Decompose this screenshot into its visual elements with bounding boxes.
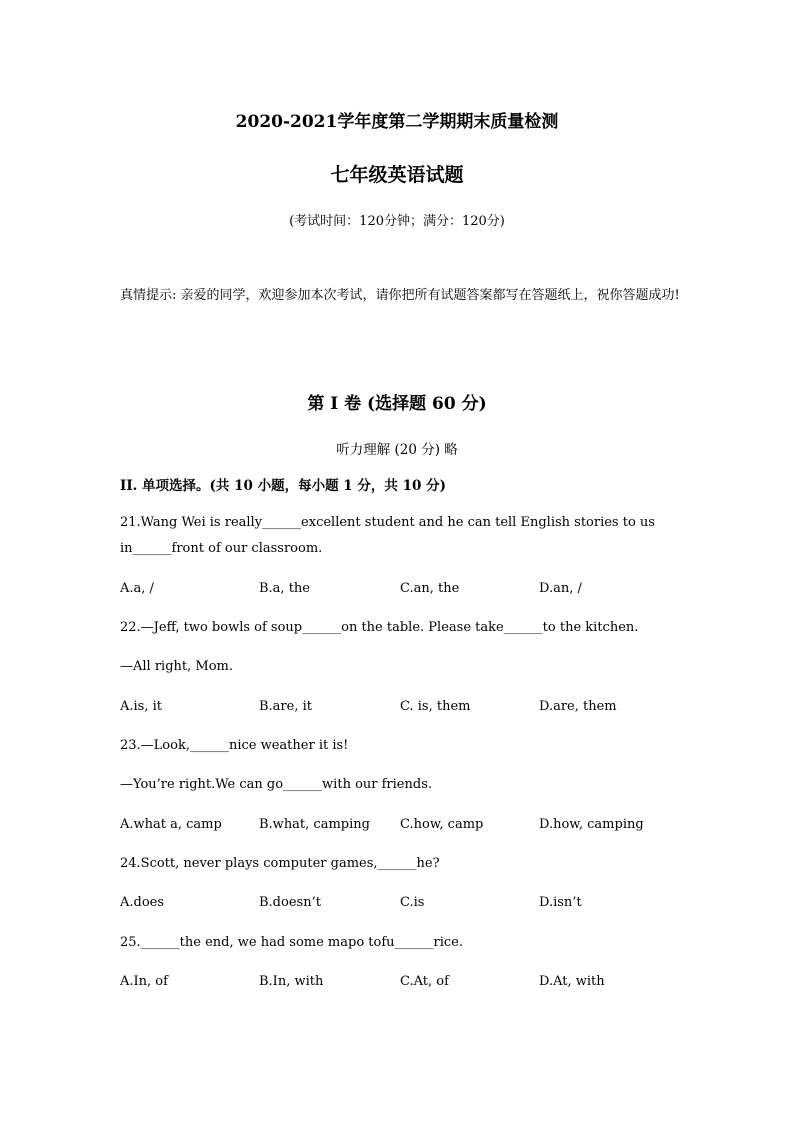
option-c: C.an, the — [400, 581, 460, 596]
option-c: C.At, of — [400, 974, 449, 989]
option-d: D.are, them — [539, 699, 617, 714]
exam-title: 2020-2021学年度第二学期期末质量检测 — [235, 112, 559, 132]
exam-info: (考试时间：120分钟；满分：120分) — [289, 214, 505, 229]
option-b: B.are, it — [259, 699, 312, 714]
option-d: D.At, with — [539, 974, 605, 989]
option-d: D.isn’t — [539, 895, 582, 910]
option-a: A.In, of — [120, 974, 168, 989]
option-a: A.is, it — [120, 699, 162, 714]
question-23-stem: 23.—Look,______nice weather it is! — [120, 738, 349, 753]
question-22-stem: 22.—Jeff, two bowls of soup______on the table. Please take______to the kitchen. — [120, 620, 639, 635]
exam-subtitle: 七年级英语试题 — [330, 164, 464, 186]
section-title: 第 I 卷 (选择题 60 分) — [307, 394, 487, 414]
option-c: C. is, them — [400, 699, 471, 714]
option-a: A.does — [120, 895, 165, 910]
question-25-stem: 25.______the end, we had some mapo tofu______rice. — [120, 935, 464, 950]
listening-note: 听力理解 (20 分) 略 — [336, 442, 458, 458]
option-b: B.In, with — [259, 974, 324, 989]
option-d: D.an, / — [539, 581, 582, 596]
option-c: C.is — [400, 895, 425, 910]
option-b: B.a, the — [259, 581, 310, 596]
option-a: A.a, / — [120, 581, 154, 596]
question-23-reply: —You’re right.We can go______with our friends. — [120, 777, 432, 792]
question-24-stem: 24.Scott, never plays computer games,______he? — [120, 856, 440, 871]
option-b: B.what, camping — [259, 817, 370, 832]
question-22-reply: —All right, Mom. — [120, 659, 233, 674]
question-21-stem: 21.Wang Wei is really______excellent student and he can tell English stories to us in______front of our classroom. — [120, 515, 655, 556]
part2-heading: II. 单项选择。(共 10 小题，每小题 1 分，共 10 分) — [120, 478, 446, 494]
option-b: B.doesn’t — [259, 895, 321, 910]
option-a: A.what a, camp — [120, 817, 222, 832]
notice-text: 真情提示: 亲爱的同学，欢迎参加本次考试，请你把所有试题答案都写在答题纸上，祝你答题成功! — [120, 288, 680, 303]
option-c: C.how, camp — [400, 817, 484, 832]
option-d: D.how, camping — [539, 817, 644, 832]
